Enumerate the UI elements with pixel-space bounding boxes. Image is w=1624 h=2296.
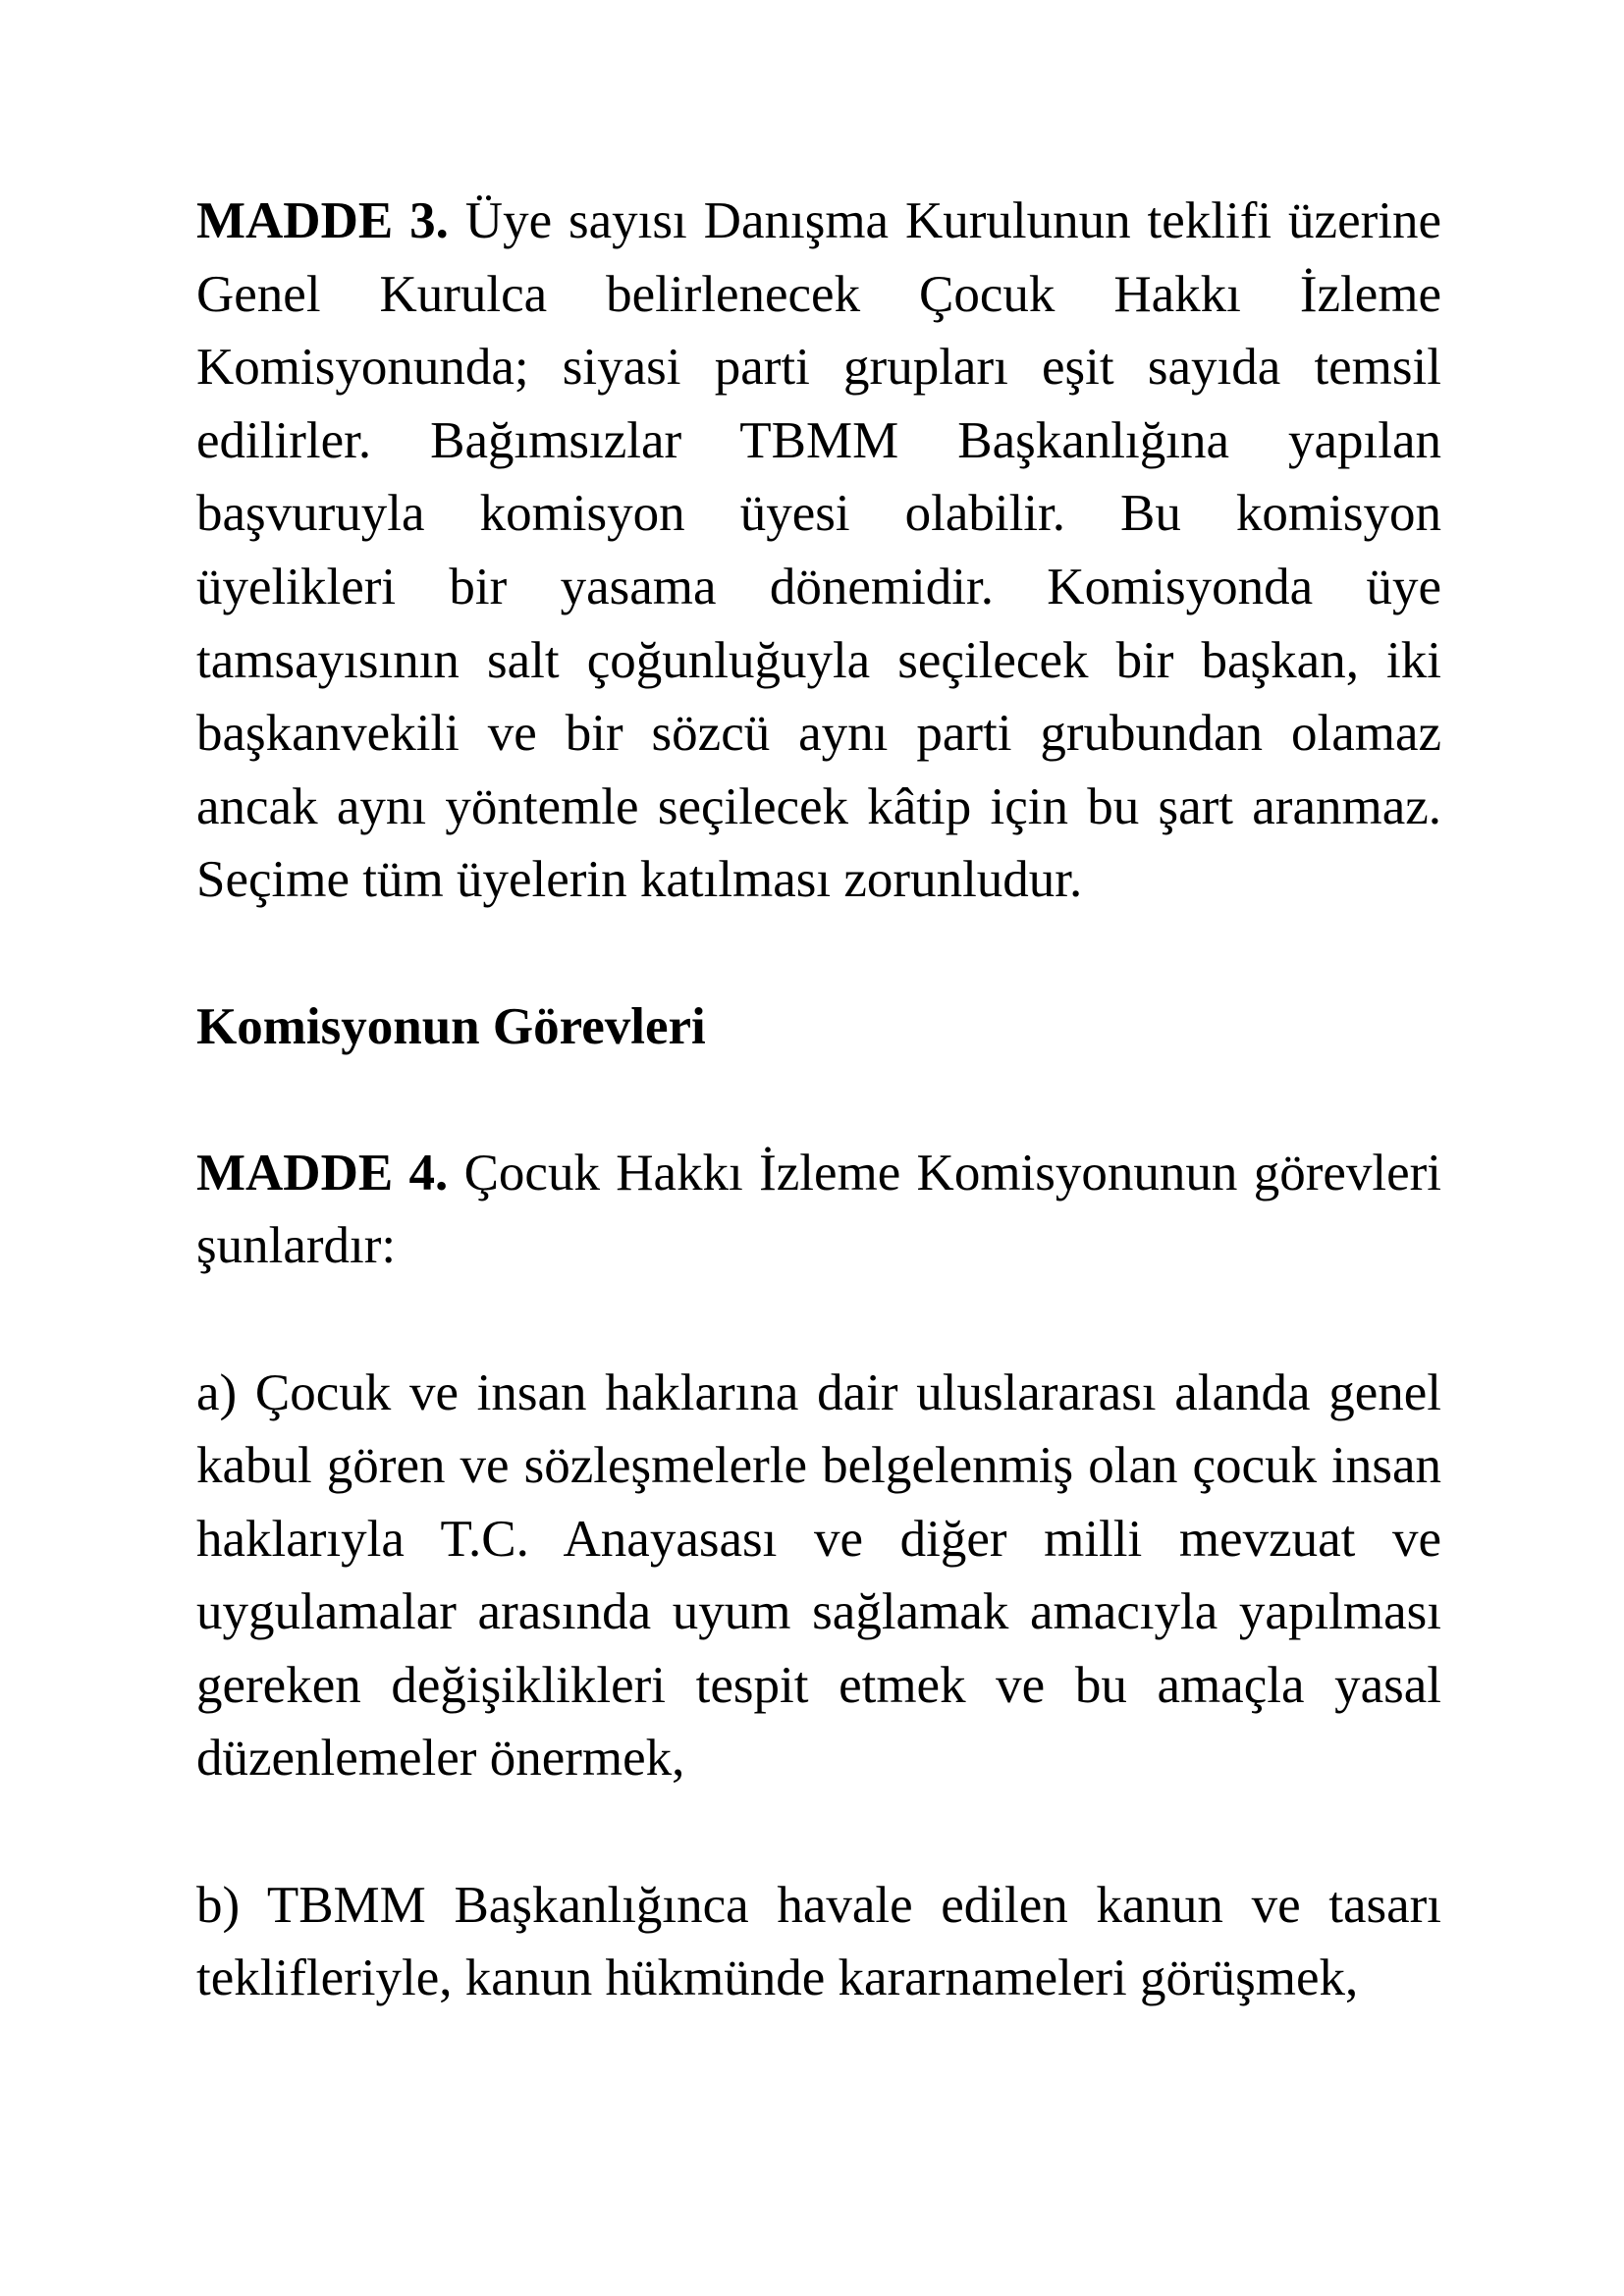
list-item-a: a) Çocuk ve insan haklarına dair uluslararası alanda genel kabul gören ve sözleşmelerle belgelenmiş olan çocuk insan haklarıyla T.C. Anayasası ve diğer milli mevzuat ve uygulamalar arasında uyum sağlamak amacıyla yapılması gereken değişiklikleri tespit etmek ve bu amaçla yasal düzenlemeler önermek, [196,1363,1441,1788]
article-4-paragraph [196,1137,1441,1283]
article-3-paragraph [196,185,1441,917]
paragraph-spacer [196,1283,1441,1357]
paragraph-spacer [196,1795,1441,1869]
article-3-text: Üye sayısı Danışma Kurulunun teklifi üzerine Genel Kurulca belirlenecek Çocuk Hakkı İzleme Komisyonunda; siyasi parti grupları eşit sayıda temsil edilirler. Bağımsızlar TBMM Başkanlığına yapılan başvuruyla komisyon üyesi olabilir. Bu komisyon üyelikleri bir yasama dönemidir. Komisyonda üye tamsayısının salt çoğunluğuyla seçilecek bir başkan, iki başkanvekili ve bir sözcü aynı parti grubundan olamaz ancak aynı yöntemle seçilecek kâtip için bu şart aranmaz. Seçime tüm üyelerin katılması zorunludur. [196,192,1441,909]
document-body [196,185,1441,2015]
article-4-label: MADDE 4. [196,1144,449,1201]
section-heading: Komisyonun Görevleri [196,997,706,1055]
paragraph-spacer [196,1063,1441,1137]
article-3-label: MADDE 3. [196,192,449,249]
article-4-text: Çocuk Hakkı İzleme Komisyonunun görevleri şunlardır: [196,1144,1442,1275]
list-item-b: b) TBMM Başkanlığınca havale edilen kanun ve tasarı teklifleriyle, kanun hükmünde kararnameleri görüşmek, [196,1876,1441,2007]
paragraph-spacer [196,917,1441,990]
